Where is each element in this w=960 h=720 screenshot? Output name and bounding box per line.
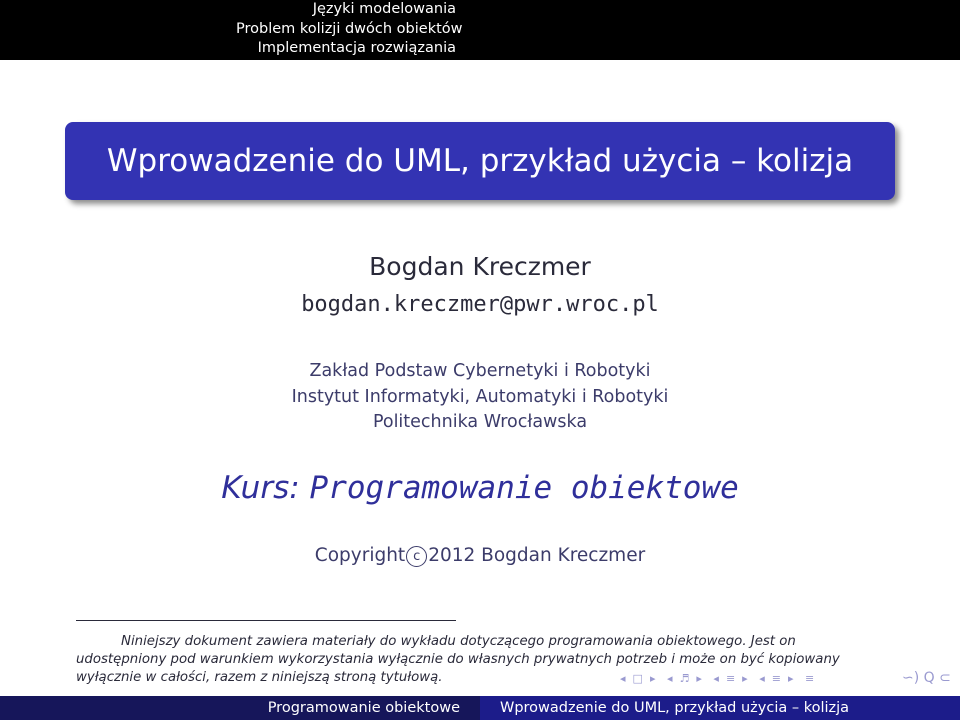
document-icon[interactable]: ≡ xyxy=(771,672,782,685)
beamer-navigation-symbols xyxy=(620,672,821,688)
nav-link-implementation[interactable]: Implementacja rozwiązania xyxy=(257,40,456,56)
section-navigation xyxy=(236,0,463,59)
nav-prev-subsection-icon[interactable]: ◂ xyxy=(666,672,674,685)
author-name: Bogdan Kreczmer xyxy=(369,252,591,281)
subsection-icon[interactable]: ♬ xyxy=(679,672,691,685)
nav-prev-frame-icon[interactable]: ◂ xyxy=(620,672,627,685)
course-name: Programowanie obiektowe xyxy=(309,470,739,506)
presentation-title: Wprowadzenie do UML, przykład użycia – kolizja xyxy=(106,143,854,179)
nav-next-section-icon[interactable]: ▸ xyxy=(742,672,749,685)
footer-course-title: Programowanie obiektowe xyxy=(267,700,460,716)
institution-department: Zakład Podstaw Cybernetyki i Robotyki xyxy=(309,361,651,381)
nav-next-doc-icon[interactable]: ▸ xyxy=(787,672,795,685)
institution-university: Politechnika Wrocławska xyxy=(372,412,588,432)
appendix-icon[interactable]: ≡ xyxy=(804,672,816,685)
footer-presentation-title: Wprowadzenie do UML, przykład użycia – kolizja xyxy=(500,700,850,716)
copyright-icon: c xyxy=(406,546,427,567)
copyright-word: Copyright xyxy=(314,545,406,566)
frame-icon[interactable]: □ xyxy=(632,672,644,685)
nav-next-subsection-icon[interactable]: ▸ xyxy=(696,672,703,685)
institution-institute: Instytut Informatyki, Automatyki i Robotyki xyxy=(291,387,669,407)
author-email: bogdan.kreczmer@pwr.wroc.pl xyxy=(301,292,659,317)
copyright-line xyxy=(0,545,960,567)
nav-next-frame-icon[interactable]: ▸ xyxy=(649,672,657,685)
course-line xyxy=(0,470,960,506)
footer-bar xyxy=(0,696,960,720)
course-prefix: Kurs: xyxy=(221,470,300,506)
license-notice-line-1: Niniejszy dokument zawiera materiały do wykładu dotyczącego programowania obiektowego. Jest on xyxy=(121,634,796,649)
copyright-text: 2012 Bogdan Kreczmer xyxy=(428,545,646,566)
search-icon[interactable]: ∽) Q ⊂ xyxy=(902,670,951,686)
nav-link-collision-problem[interactable]: Problem kolizji dwóch obiektów xyxy=(236,20,463,37)
nav-link-modeling-languages[interactable]: Języki modelowania xyxy=(312,1,456,17)
section-icon[interactable]: ≡ xyxy=(725,672,737,685)
header-bar xyxy=(0,0,960,60)
nav-prev-section-icon[interactable]: ◂ xyxy=(713,672,720,685)
footnote-rule xyxy=(76,620,456,621)
license-notice-line-3: wyłącznie w całości, razem z niniejszą stroną tytułową. xyxy=(76,670,443,685)
license-notice-line-2: udostępniony pod warunkiem wykorzystania wyłącznie do własnych prywatnych potrzeb i może on być kopiowany xyxy=(76,652,840,667)
nav-prev-doc-icon[interactable]: ◂ xyxy=(759,672,766,685)
title-box xyxy=(65,122,895,200)
footer-right xyxy=(480,696,960,720)
footer-left xyxy=(0,696,480,720)
